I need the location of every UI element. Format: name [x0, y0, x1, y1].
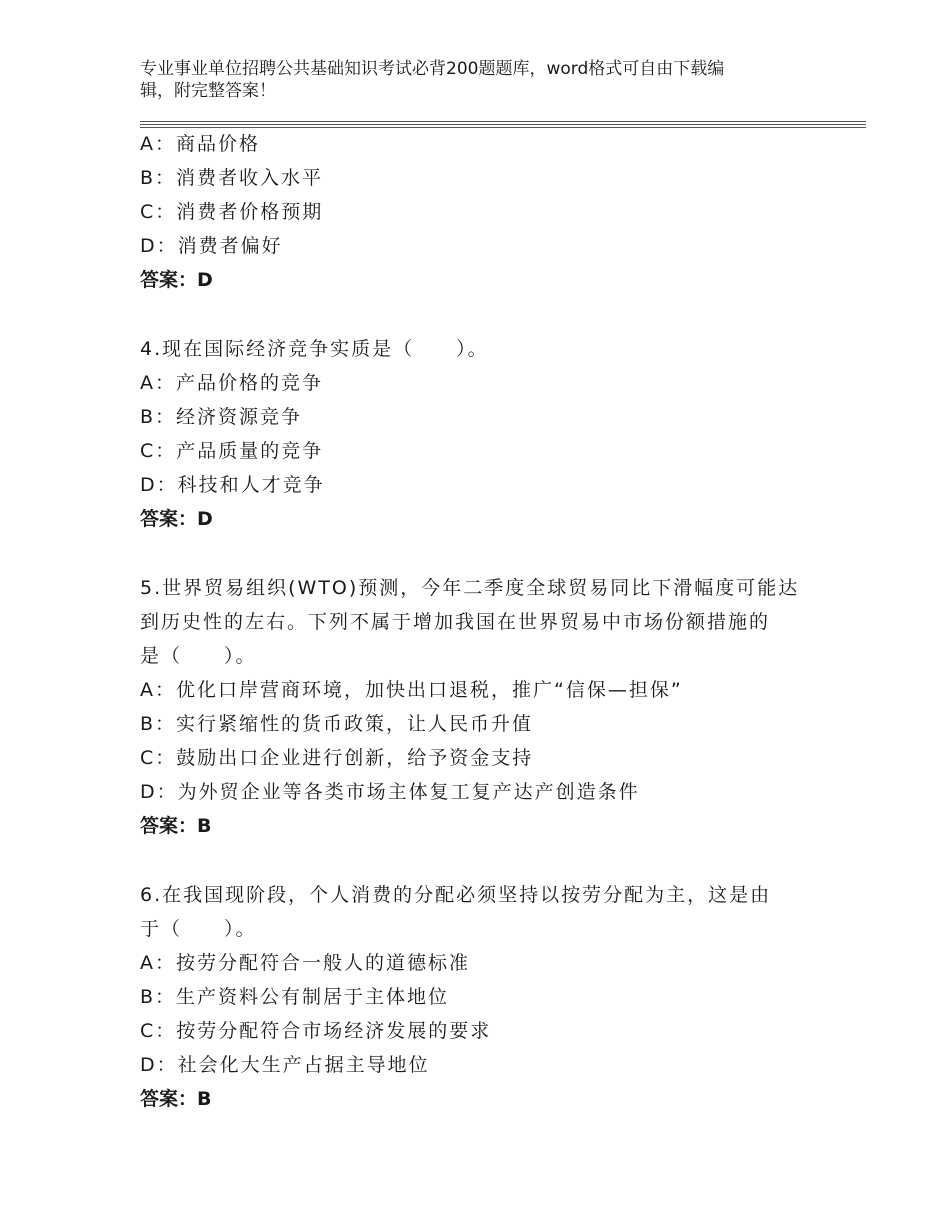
option-b: B：消费者收入水平 — [140, 167, 324, 189]
header-line-1: 专业事业单位招聘公共基础知识考试必背200题题库，word格式可自由下载编 — [140, 59, 725, 79]
question-text-line-1: 6.在我国现阶段，个人消费的分配必须坚持以按劳分配为主，这是由 — [140, 884, 772, 906]
question-3 — [140, 127, 866, 297]
document-header — [140, 58, 800, 102]
option-c: C：鼓励出口企业进行创新，给予资金支持 — [140, 747, 534, 769]
question-text-line-2: 于（ ）。 — [140, 918, 257, 940]
option-d: D：为外贸企业等各类市场主体复工复产达产创造条件 — [140, 781, 640, 803]
option-d: D：社会化大生产占据主导地位 — [140, 1054, 430, 1076]
header-divider-top — [140, 121, 866, 122]
question-text-line-1: 5.世界贸易组织(WTO)预测，今年二季度全球贸易同比下滑幅度可能达 — [140, 577, 800, 599]
header-divider-middle — [140, 124, 866, 125]
option-c: C：产品质量的竞争 — [140, 440, 324, 462]
option-d: D：消费者偏好 — [140, 235, 283, 257]
question-text: 4.现在国际经济竞争实质是（ ）。 — [140, 338, 489, 360]
answer: 答案：D — [140, 269, 213, 291]
question-list — [140, 127, 866, 1116]
answer: 答案：D — [140, 508, 213, 530]
option-b: B：实行紧缩性的货币政策，让人民币升值 — [140, 713, 534, 735]
option-b: B：生产资料公有制居于主体地位 — [140, 986, 450, 1008]
question-4 — [140, 332, 866, 536]
option-a: A：优化口岸营商环境，加快出口退税，推广“信保—担保” — [140, 679, 683, 701]
question-text-line-3: 是（ ）。 — [140, 645, 257, 667]
answer: 答案：B — [140, 1088, 212, 1110]
question-text-line-2: 到历史性的左右。下列不属于增加我国在世界贸易中市场份额措施的 — [140, 611, 771, 633]
option-d: D：科技和人才竞争 — [140, 474, 325, 496]
question-6 — [140, 878, 866, 1116]
option-c: C：按劳分配符合市场经济发展的要求 — [140, 1020, 492, 1042]
header-line-2: 辑，附完整答案！ — [140, 81, 276, 101]
question-5 — [140, 571, 866, 843]
answer: 答案：B — [140, 815, 212, 837]
option-b: B：经济资源竞争 — [140, 406, 303, 428]
option-a: A：产品价格的竞争 — [140, 372, 323, 394]
option-a: A：按劳分配符合一般人的道德标准 — [140, 952, 470, 974]
option-a: A：商品价格 — [140, 133, 260, 155]
option-c: C：消费者价格预期 — [140, 201, 324, 223]
